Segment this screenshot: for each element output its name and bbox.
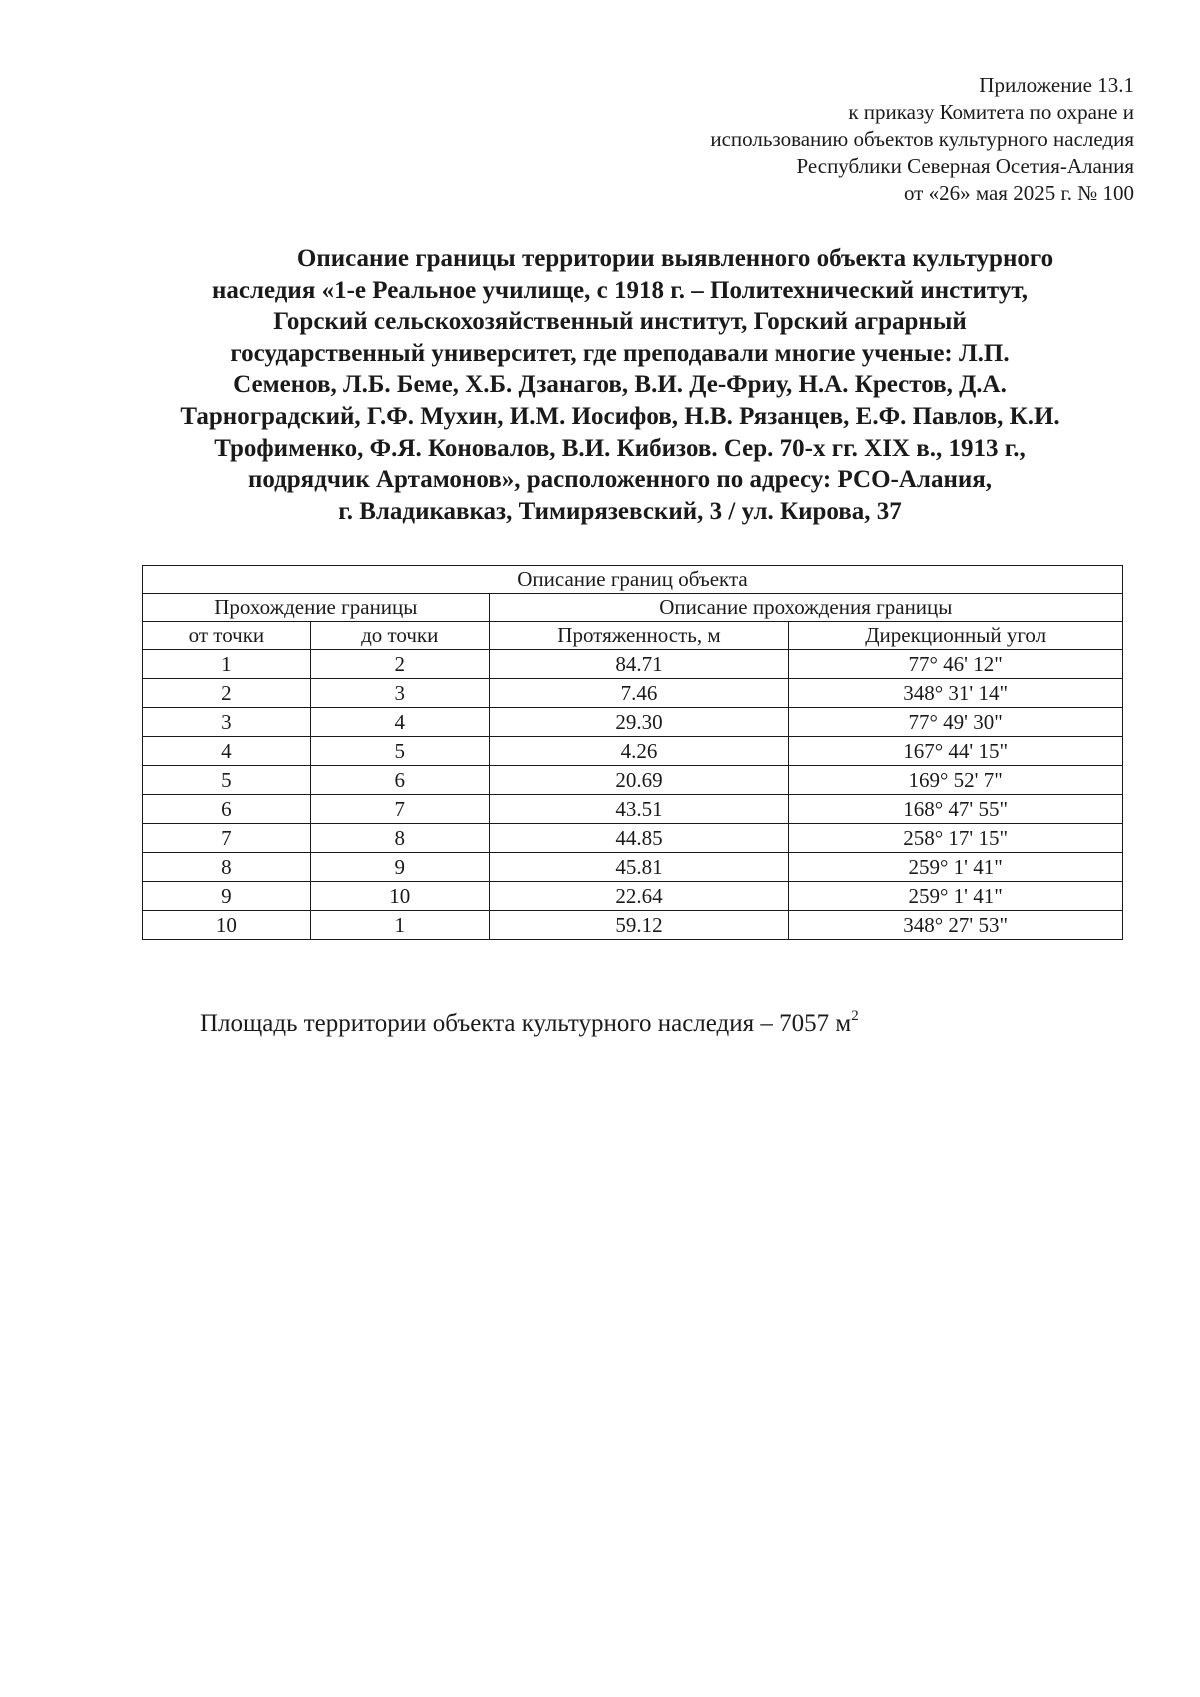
cell-angle: 77° 49' 30" — [789, 708, 1123, 737]
cell-angle: 348° 27' 53" — [789, 911, 1123, 940]
group-header-description: Описание прохождения границы — [489, 594, 1122, 622]
cell-angle: 259° 1' 41" — [789, 853, 1123, 882]
cell-length: 4.26 — [489, 737, 789, 766]
table-row — [143, 824, 1123, 853]
cell-angle: 259° 1' 41" — [789, 882, 1123, 911]
cell-to-point: 1 — [310, 911, 489, 940]
cell-to-point: 8 — [310, 824, 489, 853]
cell-from-point: 10 — [143, 911, 311, 940]
table-row — [143, 911, 1123, 940]
cell-to-point: 2 — [310, 650, 489, 679]
appendix-number: Приложение 13.1 — [979, 73, 1134, 97]
cell-from-point: 7 — [143, 824, 311, 853]
table-caption: Описание границ объекта — [143, 566, 1123, 594]
cell-to-point: 6 — [310, 766, 489, 795]
cell-from-point: 3 — [143, 708, 311, 737]
title-line: подрядчик Артамонов», расположенного по адресу: РСО-Алания, — [247, 466, 993, 494]
cell-to-point: 5 — [310, 737, 489, 766]
cell-length: 84.71 — [489, 650, 789, 679]
table-column-header-row — [143, 622, 1123, 650]
title-line: Трофименко, Ф.Я. Коновалов, В.И. Кибизов. Сер. 70-х гг. XIX в., 1913 г., — [214, 434, 1026, 462]
title-line: наследия «1-е Реальное училище, с 1918 г. – Политехнический институт, — [211, 276, 1029, 304]
title-line: Семенов, Л.Б. Беме, Х.Б. Дзанагов, В.И. Де-Фриу, Н.А. Крестов, Д.А. — [233, 371, 1007, 399]
cell-length: 7.46 — [489, 679, 789, 708]
table-group-header-row — [143, 594, 1123, 622]
cell-length: 20.69 — [489, 766, 789, 795]
cell-from-point: 1 — [143, 650, 311, 679]
cell-to-point: 10 — [310, 882, 489, 911]
cell-length: 22.64 — [489, 882, 789, 911]
table-row — [143, 650, 1123, 679]
title-line: государственный университет, где преподавали многие ученые: Л.П. — [230, 339, 1010, 367]
cell-length: 43.51 — [489, 795, 789, 824]
cell-angle: 168° 47' 55" — [789, 795, 1123, 824]
cell-angle: 348° 31' 14" — [789, 679, 1123, 708]
cell-to-point: 3 — [310, 679, 489, 708]
table-caption-row — [143, 566, 1123, 594]
cell-from-point: 5 — [143, 766, 311, 795]
cell-angle: 258° 17' 15" — [789, 824, 1123, 853]
cell-length: 59.12 — [489, 911, 789, 940]
cell-angle: 77° 46' 12" — [789, 650, 1123, 679]
boundary-table-body — [143, 566, 1123, 940]
column-header-angle: Дирекционный угол — [789, 622, 1123, 650]
title-line: Тарноградский, Г.Ф. Мухин, И.М. Иосифов, Н.В. Рязанцев, Е.Ф. Павлов, К.И. — [180, 402, 1060, 430]
cell-from-point: 6 — [143, 795, 311, 824]
area-unit-superscript: 2 — [851, 1008, 859, 1024]
boundary-table — [142, 565, 1123, 940]
title-line: Горский сельскохозяйственный институт, Горский аграрный — [273, 308, 967, 336]
column-header-length: Протяженность, м — [489, 622, 789, 650]
cell-to-point: 4 — [310, 708, 489, 737]
column-header-from: от точки — [143, 622, 311, 650]
cell-to-point: 7 — [310, 795, 489, 824]
order-reference-line: использованию объектов культурного наследия — [710, 127, 1134, 151]
order-date-number: от «26» мая 2025 г. № 100 — [903, 181, 1134, 205]
cell-from-point: 9 — [143, 882, 311, 911]
table-row — [143, 766, 1123, 795]
table-row — [143, 737, 1123, 766]
title-line: Описание границы территории выявленного объекта культурного — [296, 245, 1054, 272]
cell-angle: 167° 44' 15" — [789, 737, 1123, 766]
area-text: Площадь территории объекта культурного наследия – 7057 м — [200, 1010, 852, 1037]
cell-angle: 169° 52' 7" — [789, 766, 1123, 795]
table-row — [143, 853, 1123, 882]
order-reference-line: к приказу Комитета по охране и — [848, 100, 1134, 124]
document-title — [120, 243, 1120, 527]
title-line: г. Владикавказ, Тимирязевский, 3 / ул. Кирова, 37 — [338, 497, 902, 525]
group-header-passage: Прохождение границы — [143, 594, 490, 622]
cell-length: 44.85 — [489, 824, 789, 853]
table-row — [143, 679, 1123, 708]
table-row — [143, 708, 1123, 737]
order-reference-line: Республики Северная Осетия-Алания — [796, 154, 1134, 178]
cell-length: 45.81 — [489, 853, 789, 882]
cell-from-point: 4 — [143, 737, 311, 766]
cell-length: 29.30 — [489, 708, 789, 737]
table-row — [143, 795, 1123, 824]
cell-from-point: 2 — [143, 679, 311, 708]
column-header-to: до точки — [310, 622, 489, 650]
table-row — [143, 882, 1123, 911]
area-statement — [200, 1008, 859, 1040]
appendix-header — [710, 72, 1134, 207]
cell-to-point: 9 — [310, 853, 489, 882]
cell-from-point: 8 — [143, 853, 311, 882]
